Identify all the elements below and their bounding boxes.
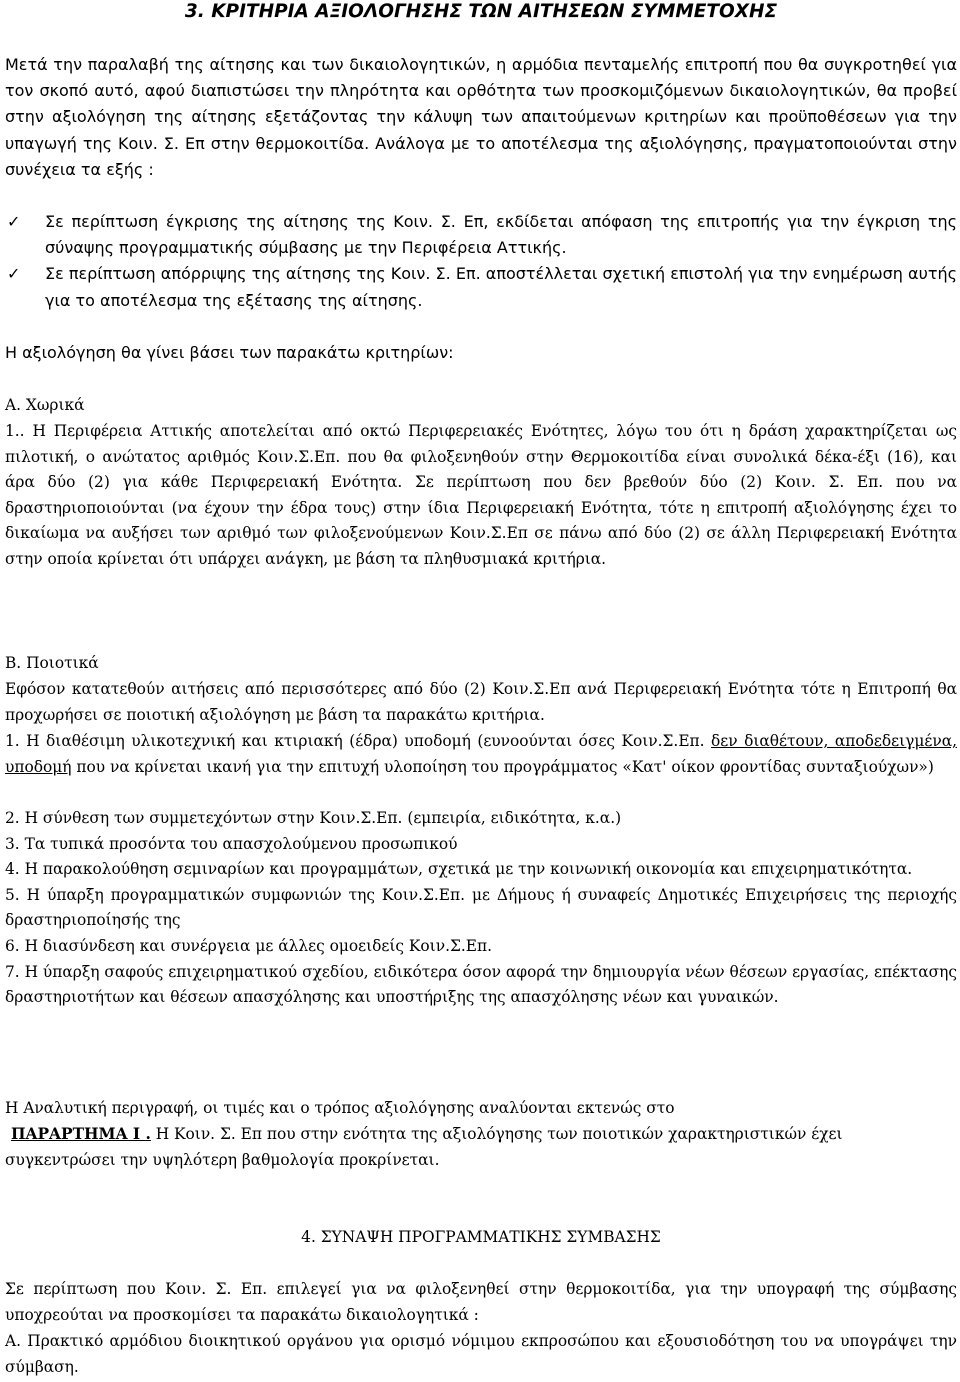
criterion-2: 2. Η σύνθεση των συμμετεχόντων στην Κοιν.Σ.Επ. (εμπειρία, ειδικότητα, κ.α.) bbox=[5, 809, 622, 827]
decision-bullets bbox=[5, 209, 957, 314]
bullet-rejection bbox=[5, 261, 957, 313]
spatial-title: Α. Χωρικά bbox=[5, 396, 85, 414]
criteria-list bbox=[5, 806, 957, 1011]
criterion-5: 5. Η ύπαρξη προγραμματικών συμφωνιών της Κοιν.Σ.Επ. με Δήμους ή συναφείς Δημοτικές Επιχειρήσεις της περιοχής δραστηριοποίησής της bbox=[5, 885, 957, 930]
section-4-text-1: Σε περίπτωση που Κοιν. Σ. Επ. επιλεγεί για να φιλοξενηθεί στην θερμοκοιτίδα, για την υπογραφή της σύμβασης υποχρεούται να προσκομίσει τα παρακάτω δικαιολογητικά : bbox=[5, 1280, 957, 1324]
section-3-heading: 3. ΚΡΙΤΗΡΙΑ ΑΞΙΟΛΟΓΗΣΗΣ ΤΩΝ ΑΙΤΗΣΕΩΝ ΣΥΜΜΕΤΟΧΗΣ bbox=[184, 1, 778, 22]
criterion-7: 7. Η ύπαρξη σαφούς επιχειρηματικού σχεδίου, ειδικότερα όσον αφορά την δημιουργία νέων θέσεων εργασίας, επέκτασης δραστηριοτήτων και θέσεων απασχόλησης και υποστήριξης της απασχόλησης νέων και γυναικών. bbox=[5, 962, 957, 1007]
check-icon: ✓ bbox=[7, 264, 21, 284]
spatial-text: 1.. Η Περιφέρεια Αττικής αποτελείται από οκτώ Περιφερειακές Ενότητες, λόγω του ότι η δράση χαρακτηρίζεται ως πιλοτική, ο ανώτατος αριθμός Κοιν.Σ.Επ. που θα φιλοξενηθούν στην Θερμοκοιτίδα είναι συνολικά δέκα-έξι (16), και άρα δύο (2) για κάθε Περιφερειακή Ενότητα. Σε περίπτωση που δεν βρεθούν δύο (2) Κοιν. Σ. Επ. που να δραστηριοποιούνται (να έχουν την έδρα τους) στην ίδια Περιφερειακή Ενότητα, τότε η επιτροπή αξιολόγησης έχει το δικαίωμα να αυξήσει των αριθμό των φιλοξενούμενων Κοιν.Σ.Επ σε πάνω από δύο (2) σε άλλη Περιφερειακή Ενότητα στην οποία κρίνεται ότι υπάρχει ανάγκη, με βάση τα πληθυσμιακά κριτήρια. bbox=[5, 422, 957, 568]
criterion-1-underlined: δεν διαθέτουν, αποδεδειγμένα, υποδομή bbox=[5, 732, 957, 776]
annex-line: Η Αναλυτική περιγραφή, οι τιμές και ο τρόπος αξιολόγησης αναλύονται εκτενώς στο bbox=[5, 1099, 675, 1117]
bullet-rejection-text: Σε περίπτωση απόρριψης της αίτησης της Κοιν. Σ. Επ. αποστέλλεται σχετική επιστολή για την ενημέρωση αυτής για το αποτέλεσμα της εξέτασης της αίτησης. bbox=[45, 264, 957, 310]
bullet-approval-text: Σε περίπτωση έγκρισης της αίτησης της Κοιν. Σ. Επ, εκδίδεται απόφαση της επιτροπής για την έγκριση της σύναψης προγραμματικής σύμβασης με την Περιφέρεια Αττικής. bbox=[45, 212, 957, 258]
criterion-6: 6. Η διασύνδεση και συνέργεια με άλλες ομοειδείς Κοιν.Σ.Επ. bbox=[5, 936, 492, 955]
criterion-1-post: που να κρίνεται ικανή για την επιτυχή υλοποίηση του προγράμματος «Κατ' οίκον φροντίδας συνταξιούχων») bbox=[71, 757, 934, 776]
qualitative-intro: Εφόσον κατατεθούν αιτήσεις από περισσότερες από δύο (2) Κοιν.Σ.Επ ανά Περιφερειακή Ενότητα τότε η Επιτροπή θα προχωρήσει σε ποιοτική αξιολόγηση με βάση τα παρακάτω κριτήρια. bbox=[5, 680, 957, 724]
criterion-4: 4. Η παρακολούθηση σεμιναρίων και προγραμμάτων, σχετικά με την κοινωνική οικονομία και επιχειρηματικότητα. bbox=[5, 860, 913, 879]
check-icon: ✓ bbox=[7, 212, 21, 231]
criterion-3: 3. Τα τυπικά προσόντα του απασχολούμενου προσωπικού bbox=[5, 834, 458, 853]
qualitative-title: Β. Ποιοτικά bbox=[5, 654, 99, 672]
bullet-approval bbox=[5, 209, 957, 261]
criterion-1-pre: 1. Η διαθέσιμη υλικοτεχνική και κτιριακή (έδρα) υποδομή (ευνοούνται όσες Κοιν.Σ.Επ. bbox=[5, 732, 712, 750]
criteria-intro: Η αξιολόγηση θα γίνει βάσει των παρακάτω κριτηρίων: bbox=[5, 343, 454, 362]
section-4-text-2: Α. Πρακτικό αρμόδιου διοικητικού οργάνου για ορισμό νόμιμου εκπροσώπου και εξουσιοδότηση του να υπογράψει την σύμβαση. bbox=[5, 1332, 957, 1376]
annex-paragraph bbox=[5, 1122, 957, 1173]
criterion-1 bbox=[5, 729, 957, 780]
annex-rest: Η Κοιν. Σ. Επ που στην ενότητα της αξιολόγησης των ποιοτικών χαρακτηριστικών έχει συγκεντρώσει την υψηλότερη βαθμολογία προκρίνεται. bbox=[5, 1125, 843, 1169]
section-3-intro: Μετά την παραλαβή της αίτησης και των δικαιολογητικών, η αρμόδια πενταμελής επιτροπή που θα συγκροτηθεί για τον σκοπό αυτό, αφού διαπιστώσει την πληρότητα και ορθότητα των προσκομιζόμενων δικαιολογητικών, θα προβεί στην αξιολόγηση της αίτησης εξετάζοντας την κάλυψη των απαιτούμενων κριτηρίων και προϋποθέσεων για την υπαγωγή της Κοιν. Σ. Επ στην θερμοκοιτίδα. Ανάλογα με το αποτέλεσμα της αξιολόγησης, πραγματοποιούνται στην συνέχεια τα εξής : bbox=[5, 55, 957, 179]
section-4-heading: 4. ΣΥΝΑΨΗ ΠΡΟΓΡΑΜΜΑΤΙΚΗΣ ΣΥΜΒΑΣΗΣ bbox=[301, 1228, 661, 1246]
annex-reference: ΠΑΡΑΡΤΗΜΑ Ι . bbox=[11, 1125, 151, 1143]
